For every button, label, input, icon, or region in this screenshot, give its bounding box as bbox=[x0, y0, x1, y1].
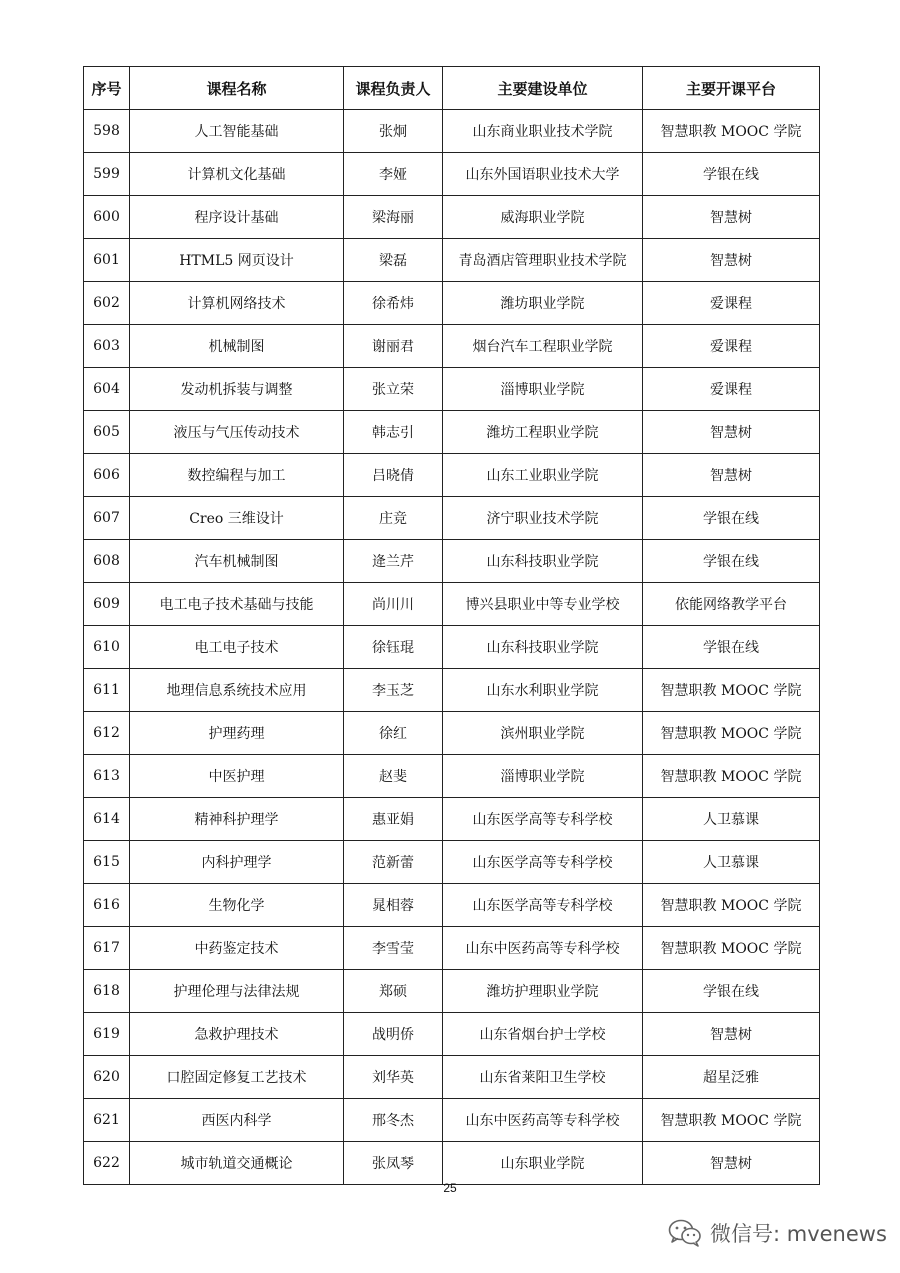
construction-unit-cell: 潍坊工程职业学院 bbox=[443, 411, 643, 454]
table-row bbox=[84, 798, 820, 841]
course-name-cell: 中医护理 bbox=[130, 755, 344, 798]
table-header-row bbox=[84, 67, 820, 110]
watermark bbox=[668, 1216, 887, 1250]
course-platform-cell: 超星泛雅 bbox=[643, 1056, 820, 1099]
header-unit: 主要建设单位 bbox=[443, 67, 643, 110]
construction-unit-cell: 山东商业职业技术学院 bbox=[443, 110, 643, 153]
construction-unit-cell: 山东科技职业学院 bbox=[443, 626, 643, 669]
course-platform-cell: 智慧职教 MOOC 学院 bbox=[643, 755, 820, 798]
row-no-cell: 620 bbox=[84, 1056, 130, 1099]
course-platform-cell: 爱课程 bbox=[643, 368, 820, 411]
course-platform-cell: 智慧职教 MOOC 学院 bbox=[643, 712, 820, 755]
course-platform-cell: 爱课程 bbox=[643, 282, 820, 325]
course-platform-cell: 智慧树 bbox=[643, 239, 820, 282]
course-lead-cell: 郑硕 bbox=[344, 970, 443, 1013]
table-row bbox=[84, 497, 820, 540]
page-number: 25 bbox=[443, 1181, 457, 1195]
construction-unit-cell: 滨州职业学院 bbox=[443, 712, 643, 755]
course-platform-cell: 智慧职教 MOOC 学院 bbox=[643, 110, 820, 153]
course-lead-cell: 谢丽君 bbox=[344, 325, 443, 368]
header-no: 序号 bbox=[84, 67, 130, 110]
course-name-cell: 西医内科学 bbox=[130, 1099, 344, 1142]
course-lead-cell: 战明侨 bbox=[344, 1013, 443, 1056]
course-platform-cell: 学银在线 bbox=[643, 540, 820, 583]
row-no-cell: 598 bbox=[84, 110, 130, 153]
course-lead-cell: 赵斐 bbox=[344, 755, 443, 798]
row-no-cell: 611 bbox=[84, 669, 130, 712]
row-no-cell: 614 bbox=[84, 798, 130, 841]
table-row bbox=[84, 884, 820, 927]
row-no-cell: 610 bbox=[84, 626, 130, 669]
course-lead-cell: 邢冬杰 bbox=[344, 1099, 443, 1142]
course-lead-cell: 吕晓倩 bbox=[344, 454, 443, 497]
table-row bbox=[84, 196, 820, 239]
course-platform-cell: 学银在线 bbox=[643, 153, 820, 196]
wechat-icon bbox=[668, 1219, 702, 1247]
course-name-cell: 程序设计基础 bbox=[130, 196, 344, 239]
course-name-cell: 生物化学 bbox=[130, 884, 344, 927]
course-platform-cell: 智慧树 bbox=[643, 454, 820, 497]
course-platform-cell: 智慧职教 MOOC 学院 bbox=[643, 884, 820, 927]
table-row bbox=[84, 282, 820, 325]
construction-unit-cell: 淄博职业学院 bbox=[443, 368, 643, 411]
course-lead-cell: 张立荣 bbox=[344, 368, 443, 411]
course-name-cell: 发动机拆装与调整 bbox=[130, 368, 344, 411]
construction-unit-cell: 山东省莱阳卫生学校 bbox=[443, 1056, 643, 1099]
course-lead-cell: 徐红 bbox=[344, 712, 443, 755]
construction-unit-cell: 山东水利职业学院 bbox=[443, 669, 643, 712]
construction-unit-cell: 烟台汽车工程职业学院 bbox=[443, 325, 643, 368]
course-platform-cell: 学银在线 bbox=[643, 497, 820, 540]
table-row bbox=[84, 626, 820, 669]
course-name-cell: HTML5 网页设计 bbox=[130, 239, 344, 282]
course-name-cell: 急救护理技术 bbox=[130, 1013, 344, 1056]
construction-unit-cell: 淄博职业学院 bbox=[443, 755, 643, 798]
row-no-cell: 603 bbox=[84, 325, 130, 368]
course-name-cell: 机械制图 bbox=[130, 325, 344, 368]
row-no-cell: 607 bbox=[84, 497, 130, 540]
course-lead-cell: 张凤琴 bbox=[344, 1142, 443, 1185]
table-row bbox=[84, 1099, 820, 1142]
course-lead-cell: 李玉芝 bbox=[344, 669, 443, 712]
course-lead-cell: 刘华英 bbox=[344, 1056, 443, 1099]
course-platform-cell: 智慧职教 MOOC 学院 bbox=[643, 1099, 820, 1142]
row-no-cell: 606 bbox=[84, 454, 130, 497]
course-name-cell: 电工电子技术基础与技能 bbox=[130, 583, 344, 626]
course-lead-cell: 韩志引 bbox=[344, 411, 443, 454]
row-no-cell: 619 bbox=[84, 1013, 130, 1056]
course-platform-cell: 智慧职教 MOOC 学院 bbox=[643, 927, 820, 970]
course-lead-cell: 晁相蓉 bbox=[344, 884, 443, 927]
course-name-cell: 城市轨道交通概论 bbox=[130, 1142, 344, 1185]
construction-unit-cell: 山东医学高等专科学校 bbox=[443, 841, 643, 884]
table-row bbox=[84, 1142, 820, 1185]
row-no-cell: 601 bbox=[84, 239, 130, 282]
table-row bbox=[84, 325, 820, 368]
table-row bbox=[84, 454, 820, 497]
construction-unit-cell: 青岛酒店管理职业技术学院 bbox=[443, 239, 643, 282]
course-platform-cell: 智慧树 bbox=[643, 196, 820, 239]
course-platform-cell: 智慧职教 MOOC 学院 bbox=[643, 669, 820, 712]
course-lead-cell: 梁海丽 bbox=[344, 196, 443, 239]
course-name-cell: 精神科护理学 bbox=[130, 798, 344, 841]
course-name-cell: 护理伦理与法律法规 bbox=[130, 970, 344, 1013]
construction-unit-cell: 潍坊护理职业学院 bbox=[443, 970, 643, 1013]
table-row bbox=[84, 239, 820, 282]
course-name-cell: 护理药理 bbox=[130, 712, 344, 755]
construction-unit-cell: 山东职业学院 bbox=[443, 1142, 643, 1185]
row-no-cell: 609 bbox=[84, 583, 130, 626]
course-platform-cell: 人卫慕课 bbox=[643, 841, 820, 884]
course-platform-cell: 爱课程 bbox=[643, 325, 820, 368]
construction-unit-cell: 潍坊职业学院 bbox=[443, 282, 643, 325]
table-row bbox=[84, 841, 820, 884]
table-row bbox=[84, 110, 820, 153]
course-name-cell: 数控编程与加工 bbox=[130, 454, 344, 497]
table-row bbox=[84, 1013, 820, 1056]
course-name-cell: 液压与气压传动技术 bbox=[130, 411, 344, 454]
course-name-cell: 计算机文化基础 bbox=[130, 153, 344, 196]
table-row bbox=[84, 540, 820, 583]
row-no-cell: 612 bbox=[84, 712, 130, 755]
course-name-cell: 内科护理学 bbox=[130, 841, 344, 884]
table-row bbox=[84, 153, 820, 196]
course-lead-cell: 张炯 bbox=[344, 110, 443, 153]
course-name-cell: 计算机网络技术 bbox=[130, 282, 344, 325]
course-lead-cell: 徐钰琨 bbox=[344, 626, 443, 669]
row-no-cell: 616 bbox=[84, 884, 130, 927]
table-row bbox=[84, 411, 820, 454]
course-lead-cell: 庄竞 bbox=[344, 497, 443, 540]
row-no-cell: 602 bbox=[84, 282, 130, 325]
course-platform-cell: 学银在线 bbox=[643, 626, 820, 669]
header-course-lead: 课程负责人 bbox=[344, 67, 443, 110]
row-no-cell: 600 bbox=[84, 196, 130, 239]
table-row bbox=[84, 927, 820, 970]
header-course-name: 课程名称 bbox=[130, 67, 344, 110]
construction-unit-cell: 济宁职业技术学院 bbox=[443, 497, 643, 540]
course-platform-cell: 学银在线 bbox=[643, 970, 820, 1013]
course-name-cell: Creo 三维设计 bbox=[130, 497, 344, 540]
course-table bbox=[83, 66, 820, 1185]
row-no-cell: 599 bbox=[84, 153, 130, 196]
construction-unit-cell: 博兴县职业中等专业学校 bbox=[443, 583, 643, 626]
course-name-cell: 电工电子技术 bbox=[130, 626, 344, 669]
construction-unit-cell: 山东工业职业学院 bbox=[443, 454, 643, 497]
course-lead-cell: 逄兰芹 bbox=[344, 540, 443, 583]
construction-unit-cell: 山东中医药高等专科学校 bbox=[443, 927, 643, 970]
course-platform-cell: 人卫慕课 bbox=[643, 798, 820, 841]
course-lead-cell: 李娅 bbox=[344, 153, 443, 196]
course-lead-cell: 徐希炜 bbox=[344, 282, 443, 325]
table-row bbox=[84, 583, 820, 626]
row-no-cell: 608 bbox=[84, 540, 130, 583]
table-row bbox=[84, 970, 820, 1013]
course-name-cell: 汽车机械制图 bbox=[130, 540, 344, 583]
row-no-cell: 621 bbox=[84, 1099, 130, 1142]
construction-unit-cell: 山东省烟台护士学校 bbox=[443, 1013, 643, 1056]
construction-unit-cell: 山东医学高等专科学校 bbox=[443, 884, 643, 927]
construction-unit-cell: 山东医学高等专科学校 bbox=[443, 798, 643, 841]
course-lead-cell: 梁磊 bbox=[344, 239, 443, 282]
construction-unit-cell: 威海职业学院 bbox=[443, 196, 643, 239]
header-platform: 主要开课平台 bbox=[643, 67, 820, 110]
row-no-cell: 613 bbox=[84, 755, 130, 798]
table-row bbox=[84, 669, 820, 712]
watermark-text: 微信号: mvenews bbox=[710, 1222, 887, 1246]
row-no-cell: 622 bbox=[84, 1142, 130, 1185]
table-row bbox=[84, 1056, 820, 1099]
table-row bbox=[84, 755, 820, 798]
course-lead-cell: 李雪莹 bbox=[344, 927, 443, 970]
row-no-cell: 615 bbox=[84, 841, 130, 884]
table-row bbox=[84, 368, 820, 411]
row-no-cell: 618 bbox=[84, 970, 130, 1013]
course-platform-cell: 智慧树 bbox=[643, 411, 820, 454]
row-no-cell: 617 bbox=[84, 927, 130, 970]
course-name-cell: 中药鉴定技术 bbox=[130, 927, 344, 970]
course-name-cell: 口腔固定修复工艺技术 bbox=[130, 1056, 344, 1099]
row-no-cell: 605 bbox=[84, 411, 130, 454]
construction-unit-cell: 山东外国语职业技术大学 bbox=[443, 153, 643, 196]
row-no-cell: 604 bbox=[84, 368, 130, 411]
course-name-cell: 人工智能基础 bbox=[130, 110, 344, 153]
course-platform-cell: 智慧树 bbox=[643, 1013, 820, 1056]
course-lead-cell: 惠亚娟 bbox=[344, 798, 443, 841]
course-platform-cell: 依能网络教学平台 bbox=[643, 583, 820, 626]
course-lead-cell: 尚川川 bbox=[344, 583, 443, 626]
table-row bbox=[84, 712, 820, 755]
course-platform-cell: 智慧树 bbox=[643, 1142, 820, 1185]
construction-unit-cell: 山东科技职业学院 bbox=[443, 540, 643, 583]
course-name-cell: 地理信息系统技术应用 bbox=[130, 669, 344, 712]
construction-unit-cell: 山东中医药高等专科学校 bbox=[443, 1099, 643, 1142]
course-lead-cell: 范新蕾 bbox=[344, 841, 443, 884]
